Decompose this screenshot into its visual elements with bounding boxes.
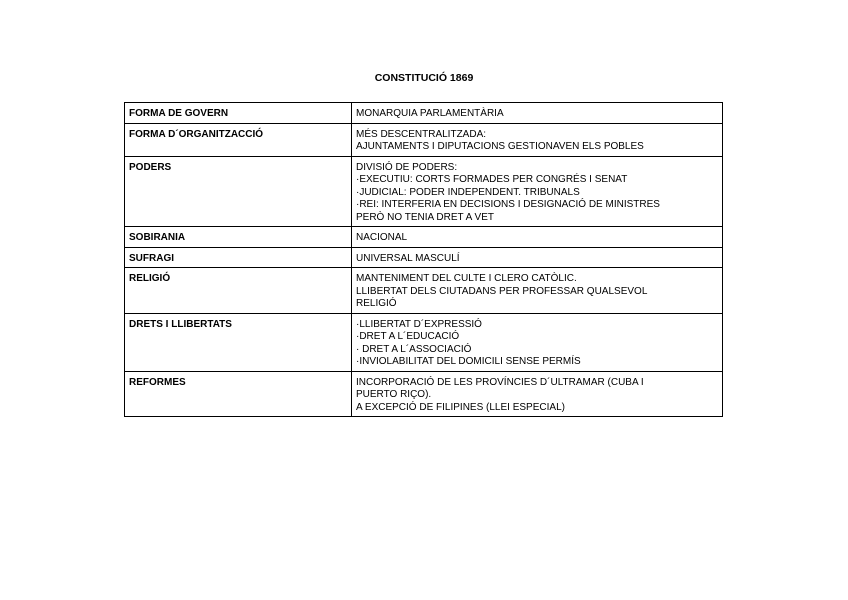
row-value — [352, 103, 723, 124]
value-line: LLIBERTAT DELS CIUTADANS PER PROFESSAR QUALSEVOL — [356, 285, 648, 297]
value-line: ·LLIBERTAT D´EXPRESSIÓ — [356, 318, 482, 330]
value-line: NACIONAL — [356, 232, 408, 243]
row-label: PODERS — [125, 156, 352, 227]
table-row — [125, 247, 723, 268]
value-line: RELIGIÓ — [356, 298, 397, 309]
value-line: A EXCEPCIÓ DE FILIPINES (LLEI ESPECIAL) — [356, 401, 565, 413]
row-label: RELIGIÓ — [125, 268, 352, 314]
row-value — [352, 313, 723, 371]
table-row — [125, 123, 723, 156]
value-line: AJUNTAMENTS I DIPUTACIONS GESTIONAVEN ELS POBLES — [356, 141, 644, 152]
value-line: ·EXECUTIU: CORTS FORMADES PER CONGRÉS I SENAT — [356, 174, 628, 185]
table-row — [125, 227, 723, 248]
constitution-table — [124, 102, 723, 417]
value-line: PERÒ NO TENIA DRET A VET — [356, 211, 495, 223]
table-body — [125, 103, 723, 417]
value-line: MANTENIMENT DEL CULTE I CLERO CATÒLIC. — [356, 273, 577, 284]
value-line: UNIVERSAL MASCULÍ — [356, 252, 460, 264]
row-value — [352, 371, 723, 417]
row-value — [352, 156, 723, 227]
row-label: SUFRAGI — [125, 247, 352, 268]
row-label: DRETS I LLIBERTATS — [125, 313, 352, 371]
document-title: CONSTITUCIÓ 1869 — [374, 72, 474, 84]
value-line: DIVISIÓ DE PODERS: — [356, 161, 458, 173]
value-line: · DRET A L´ASSOCIACIÓ — [356, 343, 472, 355]
row-label: FORMA D´ORGANITZACCIÓ — [125, 123, 352, 156]
row-label: REFORMES — [125, 371, 352, 417]
row-label: FORMA DE GOVERN — [125, 103, 352, 124]
value-line: PUERTO RIÇO). — [356, 389, 432, 400]
row-value — [352, 268, 723, 314]
value-line: ·INVIOLABILITAT DEL DOMICILI SENSE PERMÍS — [356, 356, 581, 367]
value-line: MÉS DESCENTRALITZADA: — [356, 128, 487, 140]
table-row — [125, 313, 723, 371]
table-row — [125, 156, 723, 227]
value-line: MONARQUIA PARLAMENTÀRIA — [356, 108, 504, 119]
value-line: INCORPORACIÓ DE LES PROVÍNCIES D´ULTRAMAR (CUBA I — [356, 376, 644, 388]
value-line: ·JUDICIAL: PODER INDEPENDENT. TRIBUNALS — [356, 186, 580, 198]
row-value — [352, 123, 723, 156]
row-label: SOBIRANIA — [125, 227, 352, 248]
value-line: ·REI: INTERFERIA EN DECISIONS I DESIGNACIÓ DE MINISTRES — [356, 199, 660, 210]
table-row — [125, 268, 723, 314]
table-row — [125, 103, 723, 124]
row-value — [352, 247, 723, 268]
value-line: ·DRET A L´EDUCACIÓ — [356, 331, 460, 342]
row-value — [352, 227, 723, 248]
table-row — [125, 371, 723, 417]
